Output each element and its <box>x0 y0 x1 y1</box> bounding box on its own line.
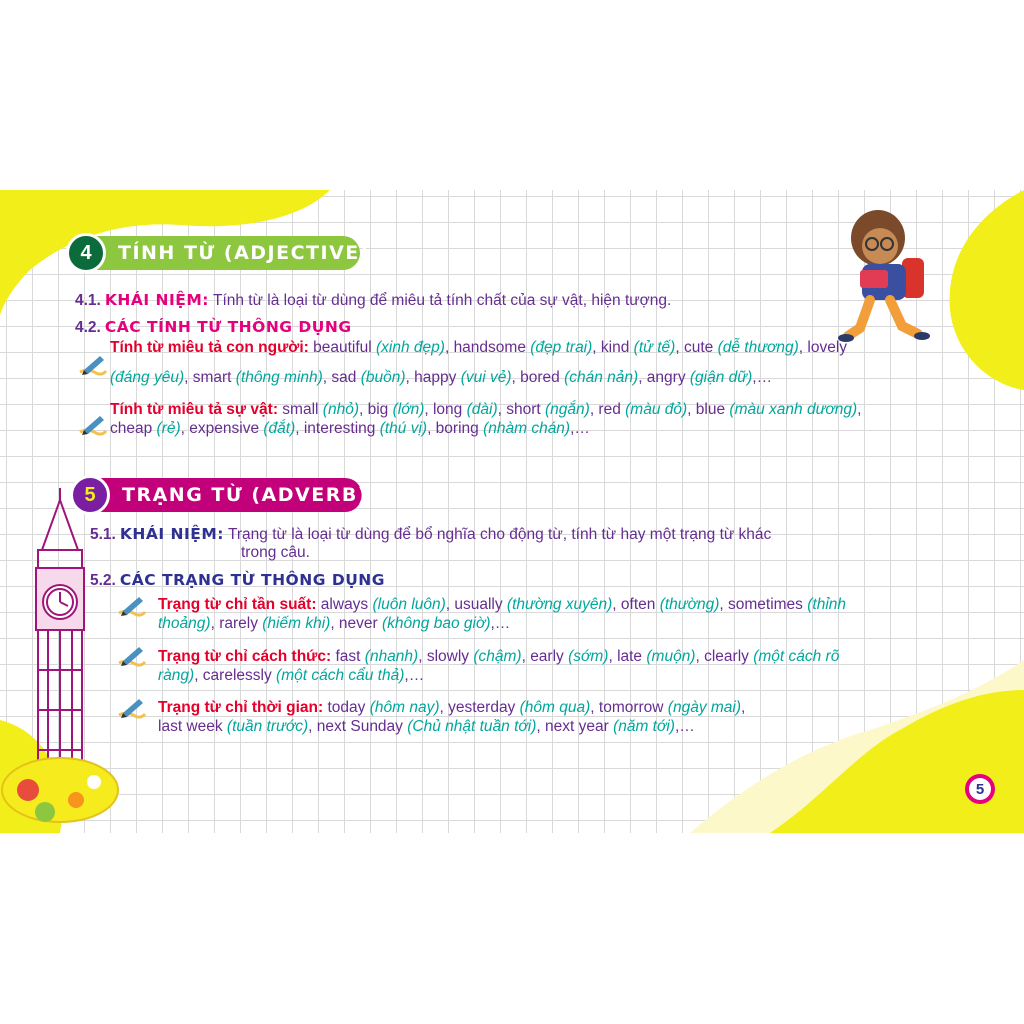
text-fragment: thoảng) <box>158 615 211 632</box>
text-fragment: , tomorrow <box>590 699 668 716</box>
text-fragment: , handsome <box>444 339 531 356</box>
time-adverbs-line2 <box>158 717 695 737</box>
text-fragment: (sớm) <box>568 648 609 665</box>
text-fragment: , sometimes <box>719 596 808 613</box>
text-fragment: (hôm qua) <box>519 699 591 716</box>
text-fragment: (dễ thương) <box>717 339 799 356</box>
text-fragment: , <box>857 401 862 418</box>
text-fragment: , smart <box>184 369 236 386</box>
section5-concept-line2 <box>241 543 310 563</box>
text-fragment: (tử tế) <box>633 339 676 356</box>
text-fragment: , happy <box>405 369 461 386</box>
concept-text: Trạng từ là loại từ dùng để bổ nghĩa cho động từ, tính từ hay một trạng từ khác <box>227 526 772 543</box>
text-fragment: , <box>741 699 746 716</box>
section5-concept-line1 <box>90 524 771 545</box>
text-fragment: , red <box>589 401 626 418</box>
text-fragment: (dài) <box>466 401 498 418</box>
text-fragment: (đẹp trai) <box>530 339 593 356</box>
text-fragment: , rarely <box>210 615 263 632</box>
time-adverbs-line1 <box>158 698 745 718</box>
text-fragment: , interesting <box>295 420 380 437</box>
text-fragment: last week <box>158 718 227 735</box>
pencil-icon <box>78 414 108 436</box>
text-fragment: (nhàm chán) <box>483 420 571 437</box>
section4-title: TÍNH TỪ (ADJECTIVE) <box>118 242 370 264</box>
text-fragment: (chán nản) <box>564 369 639 386</box>
common-number: 5.2. <box>90 572 116 589</box>
text-fragment: (vui vẻ) <box>460 369 512 386</box>
text-fragment: (thông minh) <box>235 369 323 386</box>
text-fragment: , expensive <box>180 420 264 437</box>
people-adjectives-line2 <box>110 368 772 388</box>
text-fragment: , never <box>330 615 383 632</box>
text-fragment: (một cách cẩu thả) <box>276 667 405 684</box>
text-fragment: (chậm) <box>473 648 522 665</box>
section5-title: TRẠNG TỪ (ADVERB) <box>122 484 368 506</box>
section4-common <box>75 317 352 338</box>
text-fragment: , often <box>612 596 660 613</box>
text-fragment: , next Sunday <box>308 718 408 735</box>
text-fragment: (thường) <box>659 596 720 613</box>
text-fragment: (đắt) <box>263 420 296 437</box>
text-fragment: , short <box>497 401 545 418</box>
textbook-page <box>0 190 1024 833</box>
text-fragment: , boring <box>427 420 484 437</box>
text-fragment: (tuần trước) <box>226 718 309 735</box>
text-fragment: , carelessly <box>194 667 277 684</box>
concept-text: Tính từ là loại từ dùng để miêu tả tính chất của sự vật, hiện tượng. <box>212 292 672 309</box>
text-fragment: , usually <box>445 596 507 613</box>
text-fragment: cheap <box>110 420 157 437</box>
text-fragment: , clearly <box>695 648 754 665</box>
text-fragment: (buồn) <box>360 369 406 386</box>
section4-banner <box>72 236 370 270</box>
text-fragment: (năm tới) <box>613 718 675 735</box>
frequency-label: Trạng từ chỉ tần suất: <box>158 596 317 613</box>
text-fragment: (lớn) <box>392 401 425 418</box>
people-label: Tính từ miêu tả con người: <box>110 339 309 356</box>
text-fragment: (đáng yêu) <box>110 369 185 386</box>
concept-number: 4.1. <box>75 292 101 309</box>
text-fragment: (nhỏ) <box>322 401 359 418</box>
text-fragment: (ngắn) <box>545 401 590 418</box>
text-fragment: , late <box>608 648 647 665</box>
text-fragment: , big <box>358 401 393 418</box>
section4-number: 4 <box>66 233 106 273</box>
text-fragment: , early <box>521 648 569 665</box>
text-fragment: , next year <box>536 718 614 735</box>
text-fragment: (hiếm khi) <box>262 615 331 632</box>
text-fragment: ràng) <box>158 667 195 684</box>
text-fragment: ,… <box>674 718 695 735</box>
pencil-icon <box>78 354 108 376</box>
text-fragment: , sad <box>322 369 361 386</box>
yellow-blob-right <box>950 190 1024 390</box>
frequency-adverbs-line2 <box>158 614 510 634</box>
text-fragment: , kind <box>592 339 634 356</box>
section5-number: 5 <box>70 475 110 515</box>
text-fragment: (thỉnh <box>807 596 847 613</box>
frequency-adverbs-line1 <box>158 595 846 615</box>
pencil-icon <box>117 697 147 719</box>
text-fragment: ,… <box>404 667 425 684</box>
text-fragment: , cute <box>675 339 718 356</box>
pencil-icon <box>117 595 147 617</box>
section4-concept <box>75 290 671 311</box>
student-illustration <box>830 200 940 350</box>
text-fragment: (thú vị) <box>379 420 428 437</box>
section5-banner <box>74 478 368 512</box>
text-fragment: , lovely <box>798 339 848 356</box>
text-fragment: (hôm nay) <box>369 699 440 716</box>
things-adjectives-line1 <box>110 400 861 420</box>
text-fragment: (Chủ nhật tuần tới) <box>407 718 537 735</box>
text-fragment: (màu đỏ) <box>625 401 688 418</box>
text-fragment: ,… <box>490 615 511 632</box>
manner-adverbs-line2 <box>158 666 424 686</box>
time-label: Trạng từ chỉ thời gian: <box>158 699 324 716</box>
text-fragment: today <box>323 699 370 716</box>
common-heading: CÁC TÍNH TỪ THÔNG DỤNG <box>104 318 352 336</box>
manner-adverbs-line1 <box>158 647 839 667</box>
concept-heading: KHÁI NIỆM: <box>104 291 209 309</box>
pencil-icon <box>117 645 147 667</box>
manner-label: Trạng từ chỉ cách thức: <box>158 648 332 665</box>
text-fragment: (rẻ) <box>156 420 181 437</box>
section5-common <box>90 570 385 591</box>
text-fragment: (không bao giờ) <box>382 615 491 632</box>
things-label: Tính từ miêu tả sự vật: <box>110 401 278 418</box>
things-adjectives-line2 <box>110 419 590 439</box>
text-fragment: (màu xanh dương) <box>729 401 858 418</box>
text-fragment: always <box>316 596 373 613</box>
text-fragment: (ngày mai) <box>667 699 742 716</box>
text-fragment: , long <box>424 401 467 418</box>
text-fragment: , yesterday <box>439 699 520 716</box>
text-fragment: , slowly <box>418 648 474 665</box>
concept-number: 5.1. <box>90 526 116 543</box>
text-fragment: (xinh đẹp) <box>376 339 445 356</box>
common-number: 4.2. <box>75 319 101 336</box>
text-fragment: small <box>278 401 323 418</box>
concept-text-continued: trong câu. <box>241 544 310 561</box>
page-number: 5 <box>975 780 985 798</box>
text-fragment: ,… <box>752 369 773 386</box>
text-fragment: (thường xuyên) <box>506 596 613 613</box>
text-fragment: ,… <box>570 420 590 437</box>
text-fragment: fast <box>331 648 365 665</box>
text-fragment: , bored <box>511 369 565 386</box>
text-fragment: , angry <box>638 369 690 386</box>
text-fragment: (giận dữ) <box>689 369 753 386</box>
people-adjectives-line1 <box>110 338 847 358</box>
text-fragment: (muộn) <box>646 648 696 665</box>
text-fragment: beautiful <box>308 339 377 356</box>
concept-heading: KHÁI NIỆM: <box>119 525 224 543</box>
text-fragment: (một cách rõ <box>753 648 840 665</box>
page-number-badge <box>964 773 996 805</box>
text-fragment: (nhanh) <box>364 648 419 665</box>
text-fragment: (luôn luôn) <box>372 596 446 613</box>
text-fragment: , blue <box>687 401 730 418</box>
common-heading: CÁC TRẠNG TỪ THÔNG DỤNG <box>119 571 385 589</box>
